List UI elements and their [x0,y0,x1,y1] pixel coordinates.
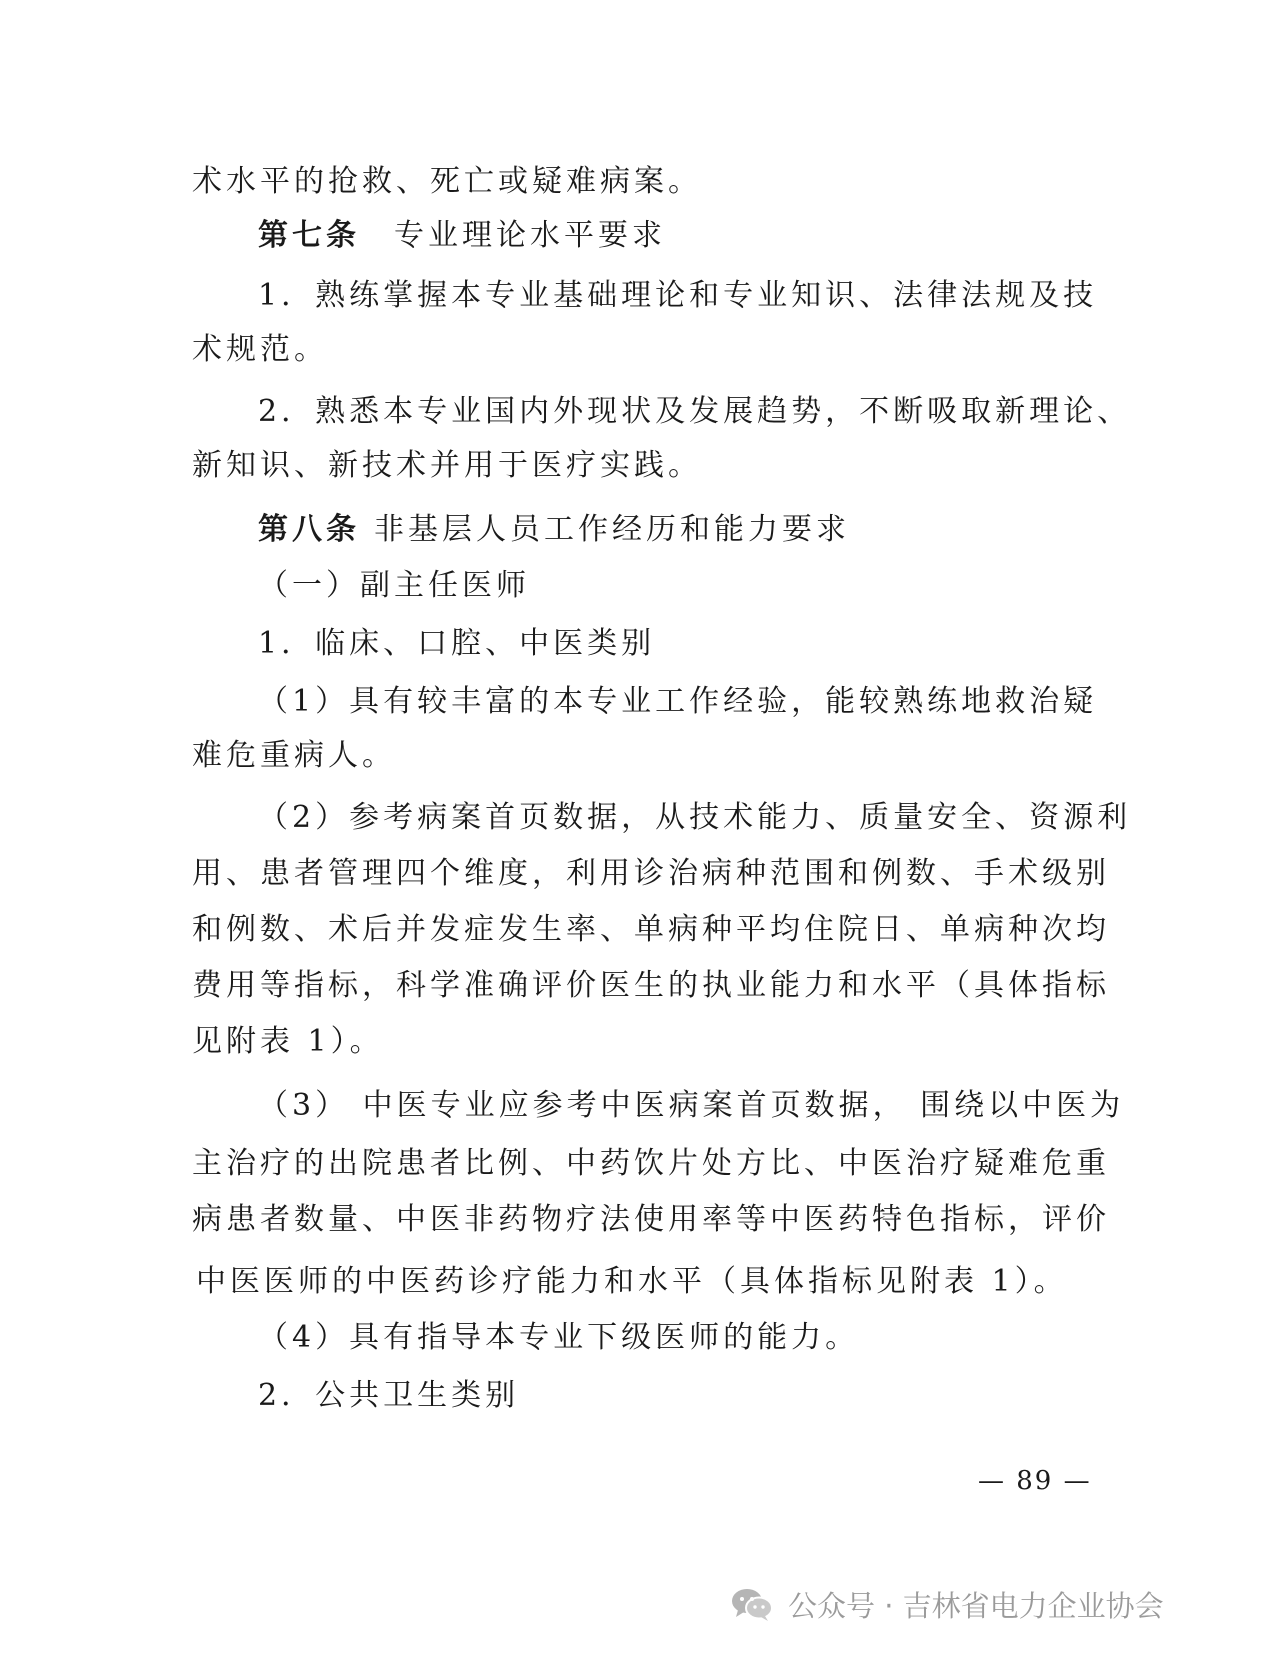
wechat-icon [730,1586,774,1622]
subsection-heading: 2．公共卫生类别 [258,1378,520,1413]
body-line: 2．熟悉本专业国内外现状及发展趋势，不断吸取新理论、 [258,394,1132,429]
body-line: （4）具有指导本专业下级医师的能力。 [258,1320,860,1355]
article-7-heading [258,216,666,256]
article-7-title: 专业理论水平要求 [394,218,666,253]
body-line: 用、患者管理四个维度，利用诊治病种范围和例数、手术级别 [192,856,1110,891]
body-line: 难危重病人。 [192,738,396,773]
body-line: 中医医师的中医药诊疗能力和水平（具体指标见附表 1）。 [196,1264,1068,1299]
body-line: 新知识、新技术并用于医疗实践。 [192,448,702,483]
article-8-label: 第八条 [258,512,360,547]
body-line: 术规范。 [192,332,328,367]
body-line: 主治疗的出院患者比例、中药饮片处方比、中医治疗疑难危重 [192,1146,1110,1181]
body-line: 术水平的抢救、死亡或疑难病案。 [192,164,702,199]
wechat-watermark [730,1582,1164,1626]
section-heading: （一）副主任医师 [258,568,530,603]
body-line: 见附表 1）。 [192,1024,384,1059]
body-line: 1．熟练掌握本专业基础理论和专业知识、法律法规及技 [258,278,1098,313]
body-line: （2）参考病案首页数据，从技术能力、质量安全、资源利 [258,800,1132,835]
body-line: 费用等指标，科学准确评价医生的执业能力和水平（具体指标 [192,968,1110,1003]
body-line: 病患者数量、中医非药物疗法使用率等中医药特色指标，评价 [192,1202,1110,1237]
body-line: 和例数、术后并发症发生率、单病种平均住院日、单病种次均 [192,912,1110,947]
article-8-title: 非基层人员工作经历和能力要求 [374,512,850,547]
watermark-text: 公众号 · 吉林省电力企业协会 [788,1588,1164,1623]
body-line: （3） 中医专业应参考中医病案首页数据， 围绕以中医为 [258,1088,1125,1123]
body-line: （1）具有较丰富的本专业工作经验，能较熟练地救治疑 [258,684,1098,719]
subsection-heading: 1．临床、口腔、中医类别 [258,626,656,661]
article-8-heading [258,510,850,550]
page-number: — 89 — [978,1466,1092,1496]
article-7-label: 第七条 [258,218,360,253]
